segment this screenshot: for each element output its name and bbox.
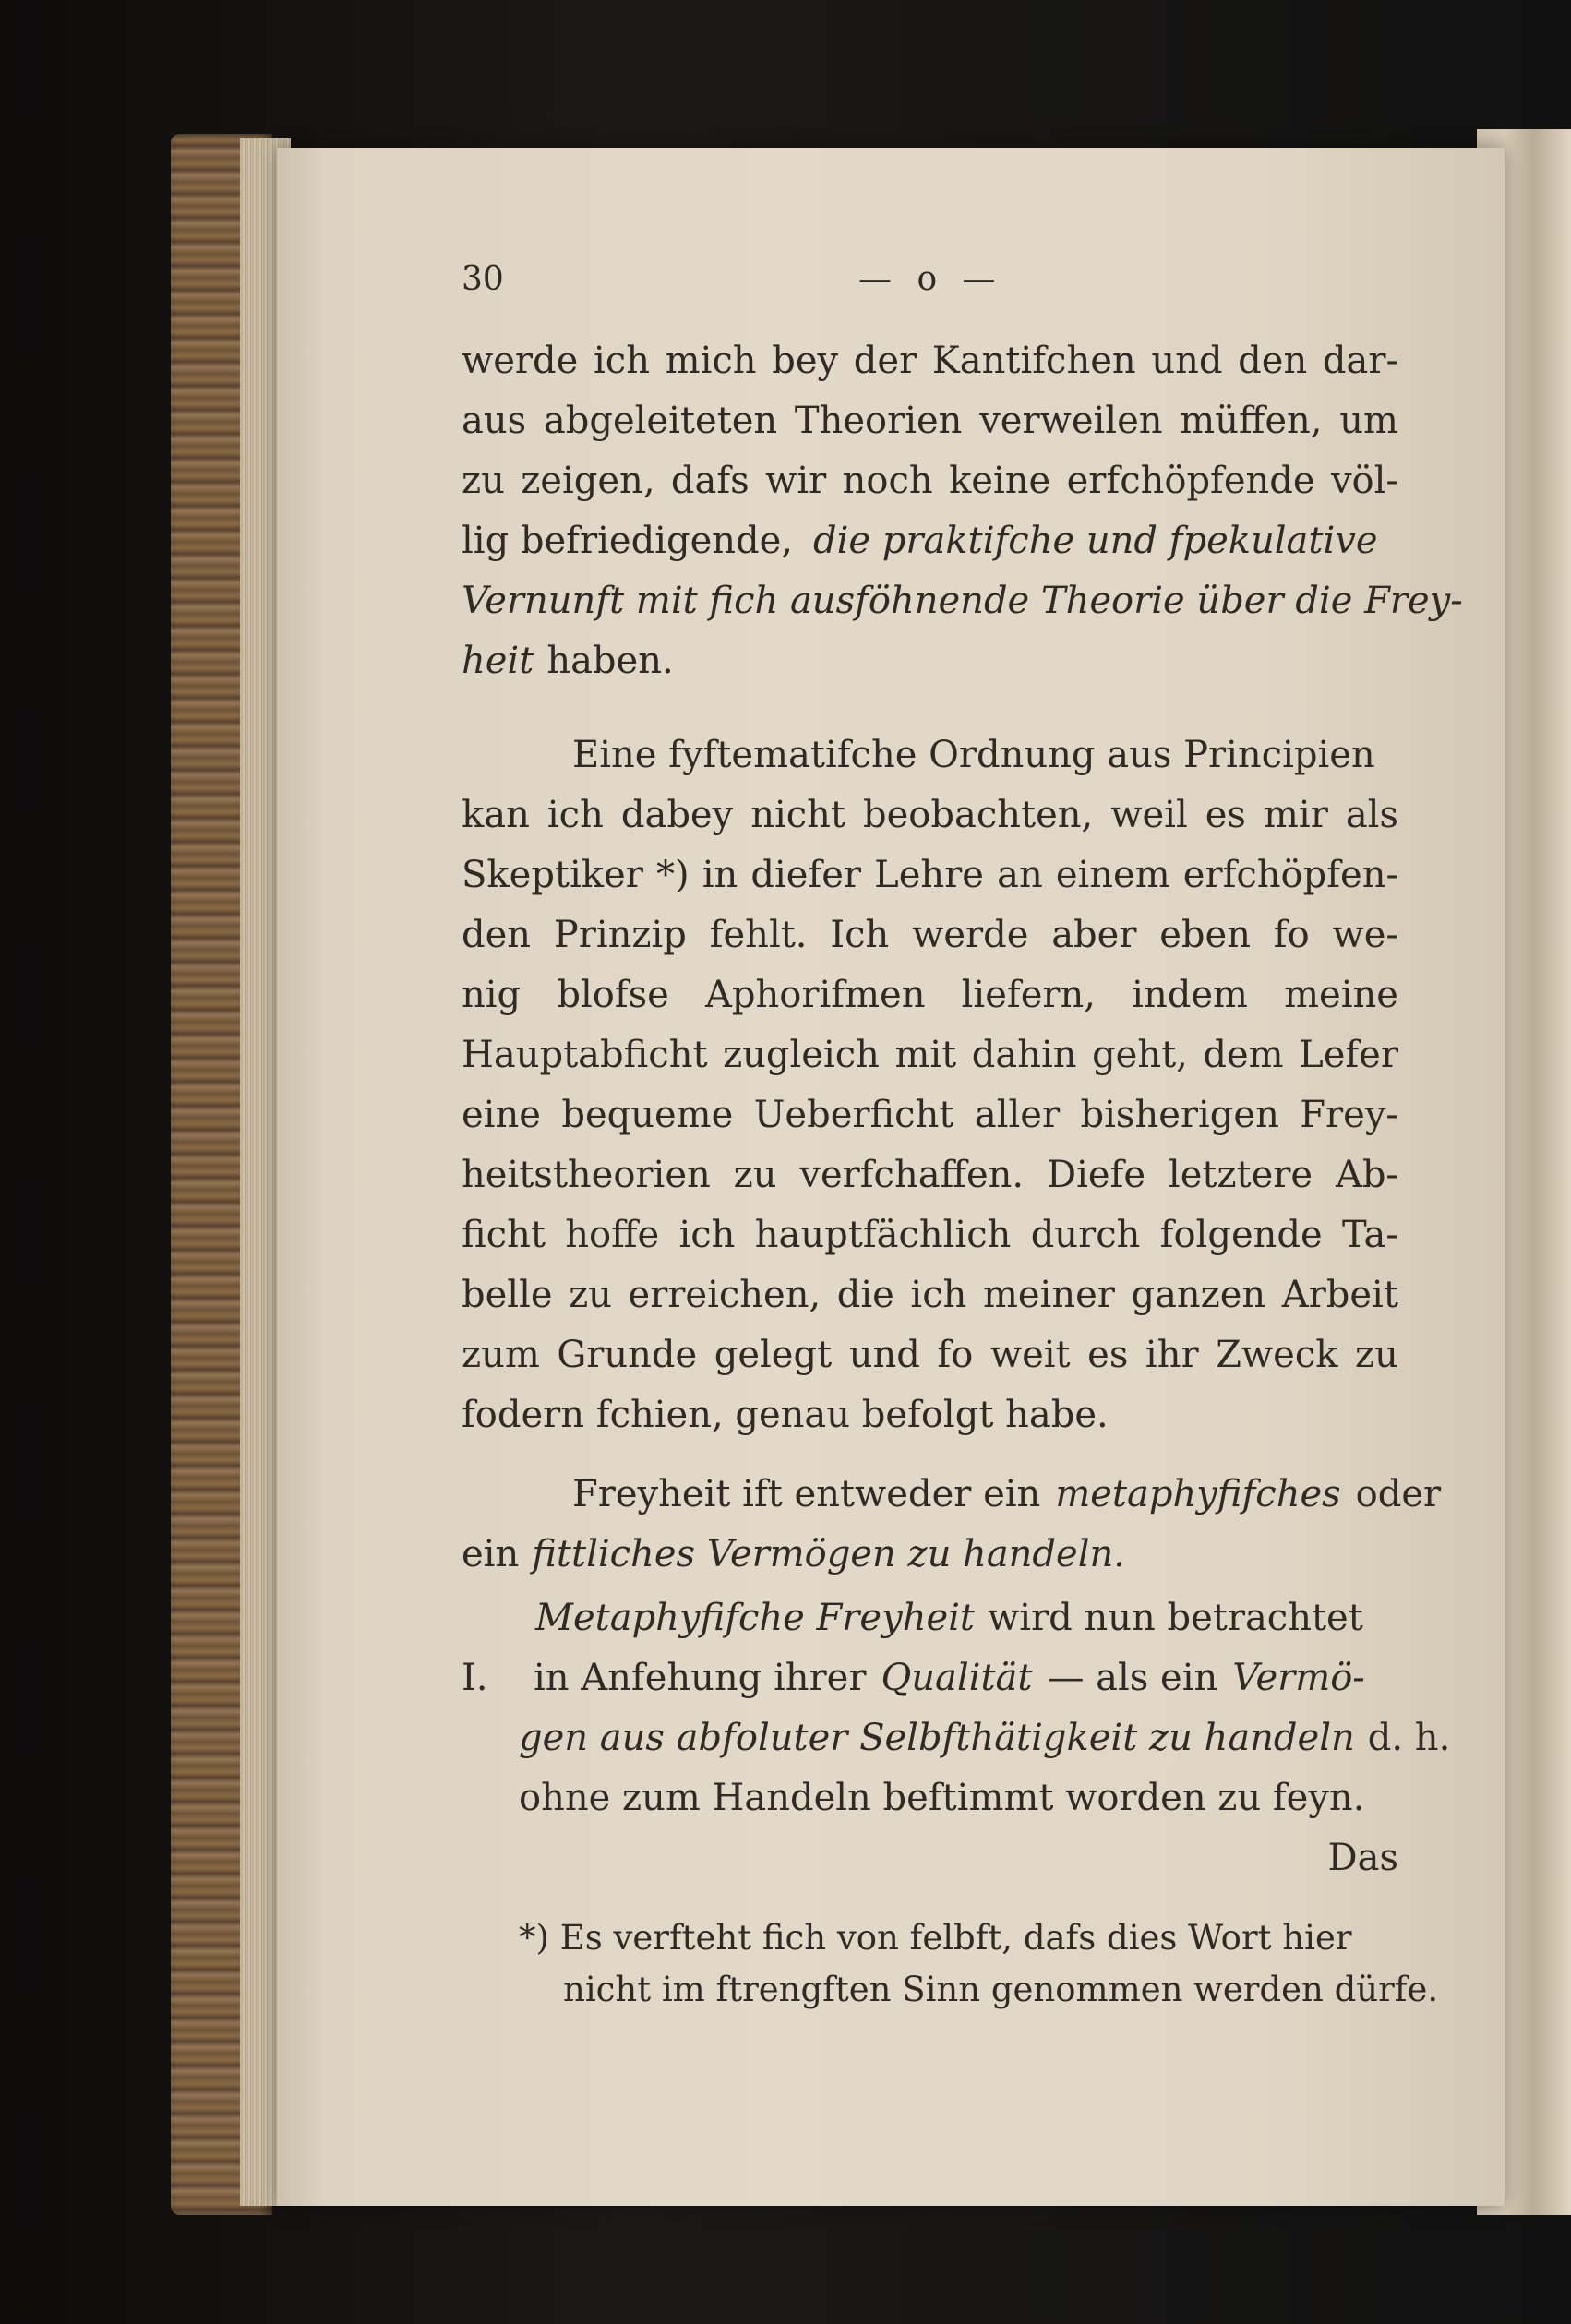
word: ich xyxy=(546,794,604,836)
word: an xyxy=(997,854,1043,896)
text-line: Metaphyfifche Freyheit wird nun betrachtet xyxy=(535,1597,1363,1639)
text-line xyxy=(462,786,1398,844)
word: eben xyxy=(1159,914,1251,956)
word: mich xyxy=(665,340,757,382)
word: Prinzip xyxy=(553,914,687,956)
word: zugleich xyxy=(723,1034,880,1076)
word: in xyxy=(702,854,738,896)
word: Lefer xyxy=(1299,1034,1398,1076)
word: Hauptabficht xyxy=(462,1034,708,1076)
word: dabey xyxy=(620,794,734,836)
text-line: heit haben. xyxy=(462,640,674,682)
word: dem xyxy=(1203,1034,1284,1076)
word: und xyxy=(848,1334,920,1376)
word: blofse xyxy=(557,974,669,1016)
word: einem xyxy=(1055,854,1170,896)
paragraph-start: Freyheit ift entweder ein metaphyfifches oder xyxy=(572,1473,1442,1515)
word: fo xyxy=(937,1334,974,1376)
text-line xyxy=(462,1206,1398,1264)
text-line xyxy=(462,332,1398,389)
word: nig xyxy=(462,974,522,1016)
word: kan xyxy=(462,794,530,836)
word: keine xyxy=(949,460,1051,502)
word: dar- xyxy=(1322,340,1398,382)
catchword: Das xyxy=(1327,1837,1398,1879)
word: zu xyxy=(1355,1334,1398,1376)
word: beobachten, xyxy=(863,794,1094,836)
word: mir xyxy=(1263,794,1328,836)
word: fehlt. xyxy=(709,914,808,956)
word: um xyxy=(1339,400,1398,442)
text-line xyxy=(462,392,1398,449)
word: Kantifchen xyxy=(931,340,1136,382)
word: völ- xyxy=(1330,460,1398,502)
word: noch xyxy=(842,460,933,502)
word: dahin xyxy=(971,1034,1077,1076)
word: die xyxy=(836,1274,894,1316)
word: ganzen xyxy=(1131,1274,1266,1316)
header-ornament: — o — xyxy=(858,260,1003,298)
word: verweilen xyxy=(979,400,1163,442)
word: abgeleiteten xyxy=(543,400,778,442)
text-line xyxy=(462,906,1398,964)
text-line: lig befriedigende, die praktifche und fpekulative xyxy=(462,520,1378,562)
word: und xyxy=(1151,340,1223,382)
word: verfchaffen. xyxy=(799,1154,1025,1196)
word: es xyxy=(1205,794,1246,836)
word: mit xyxy=(894,1034,957,1076)
word: belle xyxy=(462,1274,553,1316)
word: ficht xyxy=(462,1214,546,1256)
running-header xyxy=(462,260,1412,297)
word: weit xyxy=(989,1334,1071,1376)
word: Ueberficht xyxy=(753,1094,954,1136)
text-line: ohne zum Handeln beftimmt worden zu feyn. xyxy=(519,1777,1365,1819)
word: erfchöpfen- xyxy=(1182,854,1398,896)
word: den xyxy=(462,914,532,956)
word: ich xyxy=(678,1214,736,1256)
word: Theorien xyxy=(794,400,963,442)
word: ich xyxy=(910,1274,967,1316)
word: ich xyxy=(594,340,650,382)
text-line: fodern fchien, genau befolgt habe. xyxy=(462,1394,1109,1436)
text-line: Vernunft mit fich ausföhnende Theorie über die Frey- xyxy=(462,580,1463,622)
paragraph-start: Eine fyftematifche Ordnung aus Principien xyxy=(572,734,1375,776)
word: eine xyxy=(462,1094,541,1136)
word: durch xyxy=(1030,1214,1141,1256)
word: aber xyxy=(1051,914,1137,956)
word: meine xyxy=(1284,974,1398,1016)
word: werde xyxy=(912,914,1029,956)
page-number: 30 xyxy=(462,260,504,298)
word: bey xyxy=(772,340,839,382)
word: we- xyxy=(1332,914,1398,956)
word: wir xyxy=(765,460,827,502)
word: zu xyxy=(569,1274,612,1316)
word: aus xyxy=(462,400,527,442)
word: zum xyxy=(462,1334,540,1376)
word: zu xyxy=(462,460,505,502)
word: Aphorifmen xyxy=(705,974,926,1016)
word: heitstheorien xyxy=(462,1154,711,1196)
word: Zweck xyxy=(1216,1334,1338,1376)
word: der xyxy=(853,340,917,382)
word: Ab- xyxy=(1335,1154,1398,1196)
word: geht, xyxy=(1092,1034,1188,1076)
word: *) xyxy=(655,854,690,896)
footnote-line: nicht im ftrengften Sinn genommen werden dürfe. xyxy=(563,1970,1439,2009)
text-line xyxy=(462,846,1398,904)
word: Arbeit xyxy=(1281,1274,1398,1316)
word: Lehre xyxy=(874,854,984,896)
word: nicht xyxy=(750,794,845,836)
word: erfchöpfende xyxy=(1066,460,1315,502)
word: liefern, xyxy=(961,974,1096,1016)
word: Skeptiker xyxy=(462,854,643,896)
text-line xyxy=(462,966,1398,1024)
word: den xyxy=(1238,340,1308,382)
text-line xyxy=(462,1326,1398,1384)
word: Grunde xyxy=(557,1334,698,1376)
word: meiner xyxy=(982,1274,1115,1316)
text-line xyxy=(462,1146,1398,1204)
page-content xyxy=(462,260,1463,2014)
text-line xyxy=(462,1086,1398,1144)
word: weil xyxy=(1110,794,1188,836)
word: bequeme xyxy=(561,1094,734,1136)
footnote-line: *) Es verfteht fich von felbft, dafs dies Wort hier xyxy=(519,1918,1352,1958)
word: als xyxy=(1345,794,1398,836)
word: hauptfächlich xyxy=(754,1214,1012,1256)
text-line: gen aus abfoluter Selbfthätigkeit zu handeln d. h. xyxy=(519,1717,1451,1759)
word: indem xyxy=(1132,974,1248,1016)
text-line xyxy=(462,1026,1398,1084)
word: bisherigen xyxy=(1080,1094,1279,1136)
word: Frey- xyxy=(1300,1094,1398,1136)
word: Ta- xyxy=(1341,1214,1398,1256)
word: dafs xyxy=(670,460,750,502)
word: Ich xyxy=(830,914,890,956)
word: ihr xyxy=(1145,1334,1199,1376)
text-line xyxy=(462,452,1398,509)
word: letztere xyxy=(1168,1154,1313,1196)
text-line: ein fittliches Vermögen zu handeln. xyxy=(462,1533,1125,1575)
word: diefer xyxy=(750,854,862,896)
word: aller xyxy=(974,1094,1061,1136)
word: hoffe xyxy=(565,1214,660,1256)
word: zeigen, xyxy=(521,460,655,502)
word: gelegt xyxy=(714,1334,833,1376)
word: werde xyxy=(462,340,579,382)
word: müffen, xyxy=(1180,400,1323,442)
word: zu xyxy=(733,1154,777,1196)
word: es xyxy=(1087,1334,1129,1376)
word: fo xyxy=(1273,914,1310,956)
word: folgende xyxy=(1159,1214,1323,1256)
text-line xyxy=(462,1266,1398,1324)
list-item: I. in Anfehung ihrer Qualität — als ein Vermö- xyxy=(462,1657,1365,1699)
word: erreichen, xyxy=(628,1274,821,1316)
word: Diefe xyxy=(1047,1154,1146,1196)
